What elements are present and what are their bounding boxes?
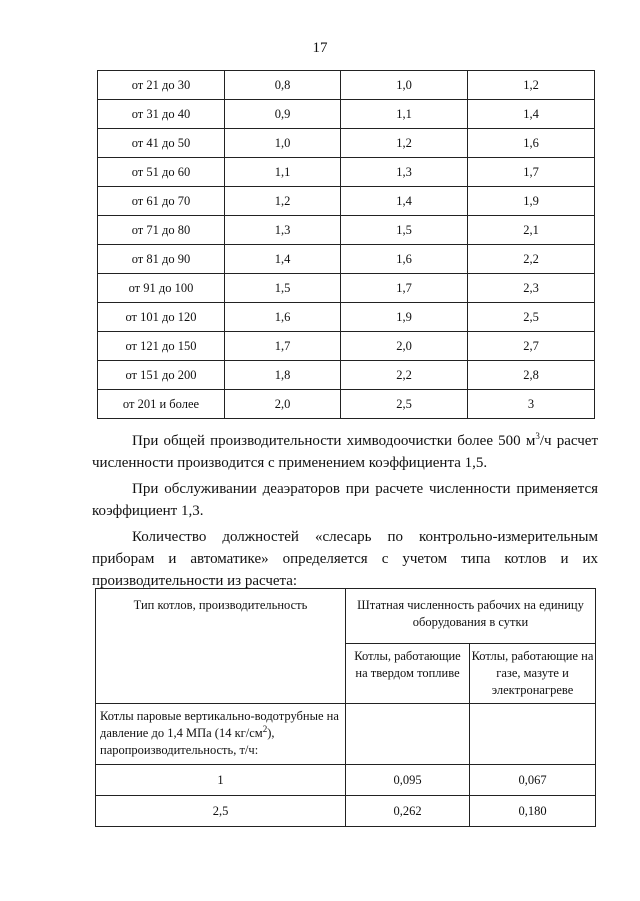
value-cell-1: 0,8 — [225, 71, 341, 100]
value-cell-3: 2,2 — [468, 245, 595, 274]
paragraph-water-treatment — [92, 430, 598, 474]
table-row — [98, 390, 595, 419]
value-cell-3: 1,6 — [468, 129, 595, 158]
value-cell-3: 2,8 — [468, 361, 595, 390]
range-cell: от 91 до 100 — [98, 274, 225, 303]
capacity-cell: 2,5 — [96, 796, 346, 827]
coefficient-table — [97, 70, 595, 419]
table-row — [96, 796, 596, 827]
value-cell-1: 1,7 — [225, 332, 341, 361]
table-row — [98, 303, 595, 332]
section-label-text: Котлы паровые вертикально-водотрубные на давление до 1,4 МПа (14 кг/см — [100, 709, 339, 740]
header-boiler-type: Тип котлов, производительность — [96, 589, 346, 704]
range-cell: от 51 до 60 — [98, 158, 225, 187]
empty-cell — [470, 704, 596, 765]
value-cell-1: 1,8 — [225, 361, 341, 390]
paragraph-text: При общей производительности химводоочистки более 500 м — [132, 433, 536, 449]
range-cell: от 71 до 80 — [98, 216, 225, 245]
value-cell-2: 1,2 — [341, 129, 468, 158]
table-row — [98, 71, 595, 100]
range-cell: от 61 до 70 — [98, 187, 225, 216]
header-gas-fuel: Котлы, работающие на газе, мазуте и электронагреве — [470, 644, 596, 704]
value-cell-2: 1,9 — [341, 303, 468, 332]
value-cell-2: 1,6 — [341, 245, 468, 274]
range-cell: от 41 до 50 — [98, 129, 225, 158]
gas-fuel-value: 0,067 — [470, 765, 596, 796]
section-label-text: ), паропроизводительность, т/ч: — [100, 726, 275, 757]
table-row — [98, 100, 595, 129]
paragraph-kip-positions: Количество должностей «слесарь по контрольно-измерительным приборам и автоматике» определяется с учетом типа котлов и их производительности из расчета: — [92, 529, 598, 589]
header-staffing-group: Штатная численность рабочих на единицу оборудования в сутки — [346, 589, 596, 644]
paragraph-deaerators: При обслуживании деаэраторов при расчете численности применяется коэффициент 1,3. — [92, 481, 598, 519]
superscript: 2 — [262, 723, 268, 734]
table-row — [98, 187, 595, 216]
header-solid-fuel: Котлы, работающие на твердом топливе — [346, 644, 470, 704]
table-row — [98, 216, 595, 245]
table-row — [98, 158, 595, 187]
value-cell-3: 2,7 — [468, 332, 595, 361]
solid-fuel-value: 0,095 — [346, 765, 470, 796]
range-cell: от 151 до 200 — [98, 361, 225, 390]
value-cell-2: 1,3 — [341, 158, 468, 187]
range-cell: от 101 до 120 — [98, 303, 225, 332]
value-cell-2: 1,1 — [341, 100, 468, 129]
value-cell-3: 1,4 — [468, 100, 595, 129]
staffing-table — [95, 588, 596, 827]
range-cell: от 21 до 30 — [98, 71, 225, 100]
value-cell-2: 2,0 — [341, 332, 468, 361]
value-cell-1: 1,0 — [225, 129, 341, 158]
empty-cell — [346, 704, 470, 765]
table-row — [98, 274, 595, 303]
superscript: 3 — [535, 431, 540, 441]
value-cell-1: 1,1 — [225, 158, 341, 187]
table-row — [98, 129, 595, 158]
range-cell: от 201 и более — [98, 390, 225, 419]
solid-fuel-value: 0,262 — [346, 796, 470, 827]
value-cell-1: 0,9 — [225, 100, 341, 129]
value-cell-1: 1,4 — [225, 245, 341, 274]
value-cell-1: 1,5 — [225, 274, 341, 303]
value-cell-3: 1,9 — [468, 187, 595, 216]
value-cell-3: 2,5 — [468, 303, 595, 332]
table-row — [98, 361, 595, 390]
value-cell-2: 1,0 — [341, 71, 468, 100]
value-cell-2: 1,7 — [341, 274, 468, 303]
body-text — [92, 430, 598, 592]
value-cell-3: 2,3 — [468, 274, 595, 303]
section-label — [96, 704, 346, 765]
range-cell: от 81 до 90 — [98, 245, 225, 274]
paragraph-text: /ч расчет численности производится с применением коэффициента 1,5. — [92, 433, 599, 471]
value-cell-3: 1,7 — [468, 158, 595, 187]
value-cell-1: 2,0 — [225, 390, 341, 419]
value-cell-1: 1,6 — [225, 303, 341, 332]
value-cell-1: 1,2 — [225, 187, 341, 216]
gas-fuel-value: 0,180 — [470, 796, 596, 827]
page-number: 17 — [312, 40, 328, 56]
value-cell-3: 3 — [468, 390, 595, 419]
capacity-cell: 1 — [96, 765, 346, 796]
value-cell-2: 2,5 — [341, 390, 468, 419]
table-row — [98, 245, 595, 274]
table-row — [98, 332, 595, 361]
value-cell-2: 2,2 — [341, 361, 468, 390]
value-cell-2: 1,5 — [341, 216, 468, 245]
range-cell: от 121 до 150 — [98, 332, 225, 361]
value-cell-1: 1,3 — [225, 216, 341, 245]
table-row — [96, 765, 596, 796]
value-cell-2: 1,4 — [341, 187, 468, 216]
value-cell-3: 2,1 — [468, 216, 595, 245]
value-cell-3: 1,2 — [468, 71, 595, 100]
range-cell: от 31 до 40 — [98, 100, 225, 129]
